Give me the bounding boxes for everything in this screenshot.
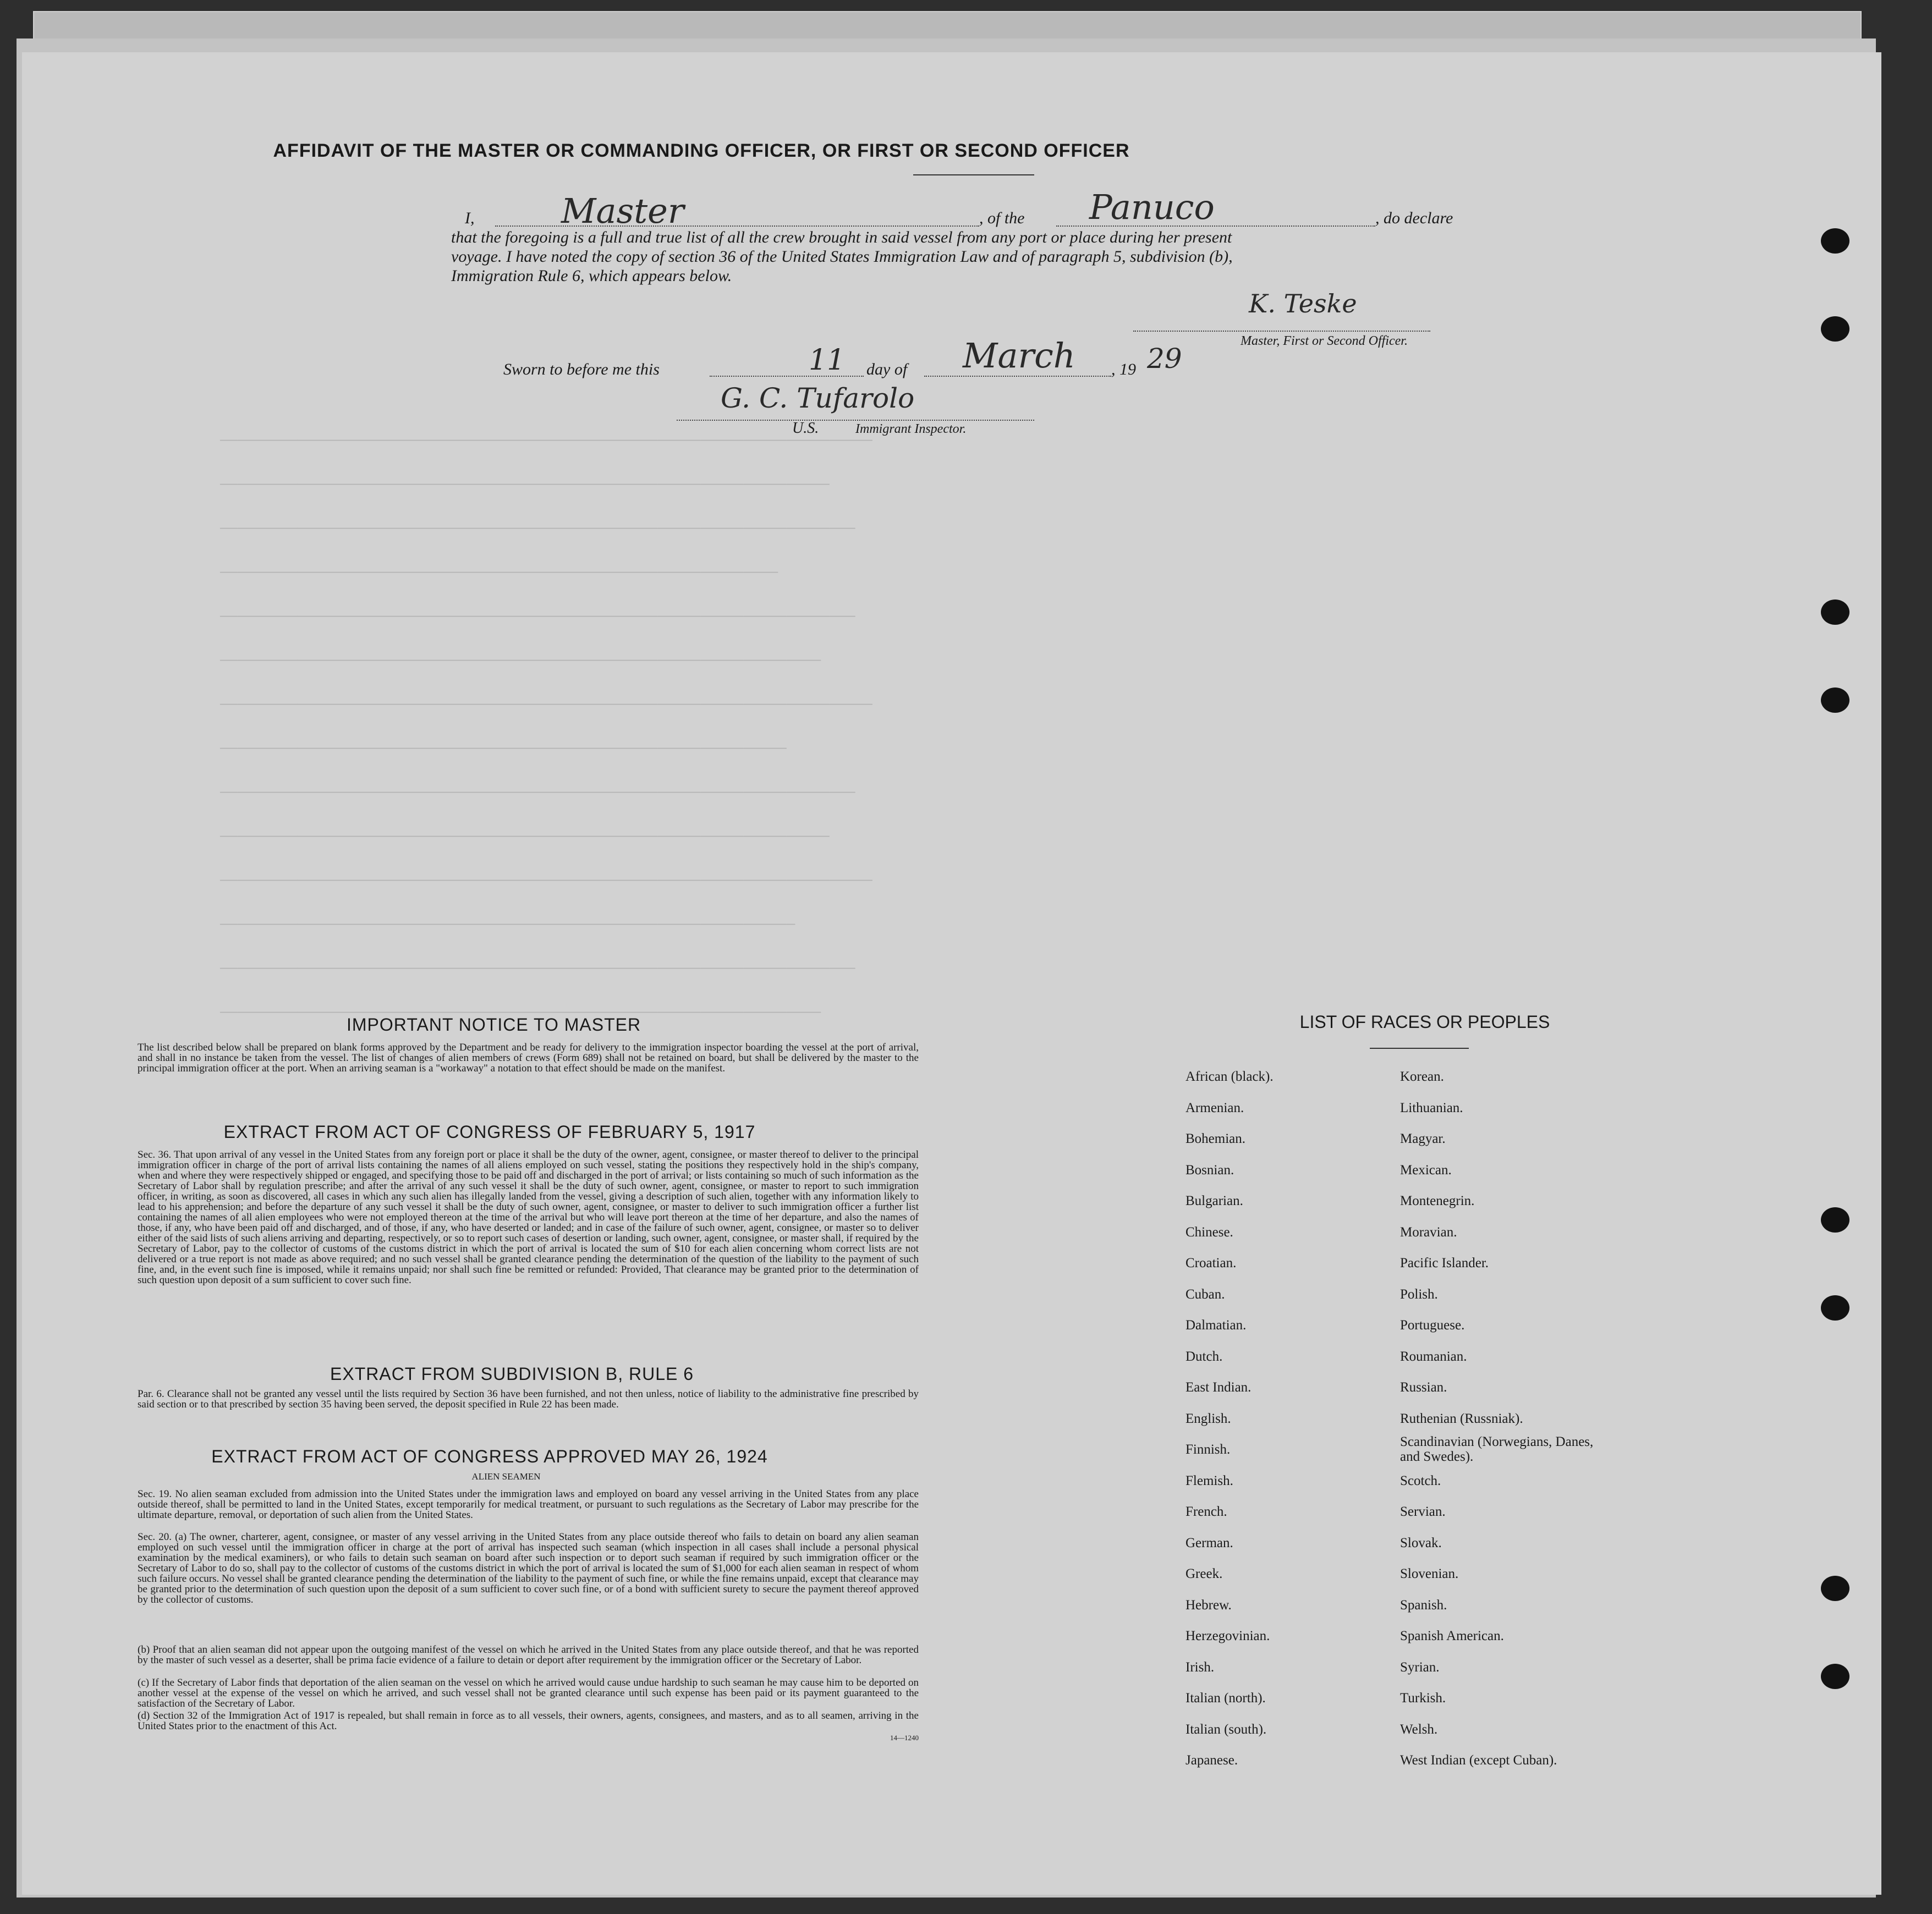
signature-line xyxy=(1133,331,1430,332)
punch-hole xyxy=(1821,688,1849,713)
race-item: Bohemian. xyxy=(1185,1131,1246,1146)
races-title: LIST OF RACES OR PEOPLES xyxy=(1299,1012,1550,1032)
handwritten-month: March xyxy=(963,336,1075,376)
race-item: Slovenian. xyxy=(1400,1566,1459,1581)
race-item: Bulgarian. xyxy=(1185,1194,1243,1208)
race-item: Syrian. xyxy=(1400,1659,1440,1675)
race-item: Herzegovinian. xyxy=(1185,1629,1270,1643)
race-item: Armenian. xyxy=(1185,1100,1244,1115)
punch-hole xyxy=(1821,1576,1849,1601)
race-item: Portuguese. xyxy=(1400,1318,1465,1333)
race-item: Moravian. xyxy=(1400,1224,1457,1240)
punch-hole xyxy=(1821,1207,1849,1233)
rule-6-title: EXTRACT FROM SUBDIVISION B, RULE 6 xyxy=(330,1364,694,1384)
race-item: Welsh. xyxy=(1400,1722,1438,1737)
form-number: 14—1240 xyxy=(890,1734,919,1742)
act-1924-title: EXTRACT FROM ACT OF CONGRESS APPROVED MAY 26, 1924 xyxy=(211,1447,768,1466)
affidavit-page: ———————————————————————————————————————————————————————————————————————————— ——————————————————————————————————————————————————————————————————————— —————————————————————————————————————————————————————————————————————————— ————————————————————————————————————————————————————————————————— —————————————————————————————————————————————————————————————————————————— —————————————————————————————————————————————————————————————————————— ———————————————————————————————————————————————————————————————————————————— —————————————————————————————————————————————————————————————————— —————————————————————————————————————————————————————————————————————————— ——————————————————————————————————————————————————————————————————————— ———————————————————————————————————————————————————————————————————————————— ——————————————————————————————————————————————————————————————————— —————————————————————————————————————————————————————————————————————————— —————————————————————————————————————————————————————————————————————— AFFIDAVIT OF THE MASTER OR COMMANDING OFFICER, OR FIRST OR SECOND OFFICER I, Master , of the Panuco , do declare that the foregoing is a full and true list of all the crew brought in said vessel from any port or place during her present voyage. I have noted the copy of section 36 of the United States Immigration Law and of paragraph 5, subdivision (b), Immigration Rule 6, which appears below. K. Teske Master, First or Second Officer. Sworn to before me this 11 day of March , 19 29 G. C. Tufarolo U.S. Immigrant Inspector. IMPORTANT NOTICE TO MASTER The list described below shall be prepared on blank forms approved by the Department and be ready for delivery to the immigration inspector boarding the vessel at the port of arrival, and shall in no instance be taken from the vessel. The list of changes of alien members of crews (Form 689) shall not be retained on board, but shall be delivered by the master to the principal immigration officer at the port. When an arriving seaman is a "workaway" a notation to that effect should be made on the manifest. EXTRACT FROM ACT OF CONGRESS OF FEBRUARY 5, 1917 Sec. 36. That upon arrival of any vessel in the United States from any foreign port or place it shall be the duty of the owner, agent, consignee, or master thereof to deliver to the principal immigration officer in charge of the port of arrival lists containing the names of all aliens employed on such vessel, stating the positions they respectively hold in the ship's company, when and where they were respectively shipped or engaged, and specifying those to be paid off and discharged in the port of arrival; or lists containing so much of such information as the Secretary of Labor shall by regulation prescribe; and after the arrival of any such vessel it shall be the duty of such owner, agent, consignee, or master to report to such immigration officer, in writing, as soon as discovered, all cases in which any such alien has illegally landed from the vessel, giving a description of such alien, together with any information likely to lead to his apprehension; and before the departure of any such vessel it shall be the duty of such owner, agent, consignee, or master to deliver to such immigration officer a further list containing the names of all alien employees who were not employed thereon at the time of the arrival but who will leave port thereon at the time of her departure, and also the names of those, if any, who have been paid off and discharged, and of those, if any, who have deserted or landed; and in case of the failure of such owner, agent, consignee, or master so to deliver either of the said lists of such aliens arriving and departing, respectively, or so to report such cases of desertion or landing, such owner, agent, consignee, or master shall, if required by the Secretary of Labor, pay to the collector of customs of the customs district in which the port of arrival is located the sum of $10 for each alien concerning whom correct lists are not delivered or a true report is not made as above required; and no such vessel shall be granted clearance pending the determination of the question of the liability to the payment of such fine, and, in the event such fine is imposed, while it remains unpaid; nor shall such fine be remitted or refunded: Provided, That clearance may be granted prior to the determination of such question upon deposit of a sum sufficient to cover such fine. EXTRACT FROM SUBDIVISION B, RULE 6 Par. 6. Clearance shall not be granted any vessel until the lists required by Section 36 have been furnished, and not then unless, notice of liability to the administrative fine prescribed by said section or to that prescribed by section 35 having been served, the deposit specified in Rule 22 has been made. EXTRACT FROM ACT OF CONGRESS APPROVED MAY 26, 1924 ALIEN SEAMEN Sec. 19. No alien seaman excluded from admission into the United States under the immigration laws and employed on board any vessel arriving in the United States from any place outside thereof, shall be permitted to land in the United States, except temporarily for medical treatment, or pursuant to such regulations as the Secretary of Labor may prescribe for the ultimate departure, removal, or deportation of such alien from the United States. Sec. 20. (a) The owner, charterer, agent, consignee, or master of any vessel arriving in the United States from any place outside thereof who fails to detain on board any alien seaman employed on such vessel until the immigration officer in charge at the port of arrival has inspected such seaman (which inspection in all cases shall include a personal physical examination by the medical examiners), or who fails to detain such seaman on board after such inspection or to deport such seaman if required by such immigration officer or the Secretary of Labor to do so, shall pay to the collector of customs of the customs district in which the port of arrival is located the sum of $1,000 for each alien seaman in respect of whom such failure occurs. No vessel shall be granted clearance pending the determination of the liability to the payment of such fine, or while the fine remains unpaid, except that clearance may be granted prior to the determination of such question upon the deposit of a sum sufficient to cover such fine, or of a bond with sufficient surety to secure the payment thereof approved by the collector of customs. (b) Proof that an alien seaman did not appear upon the outgoing manifest of the vessel on which he arrived in the United States from any place outside thereof, and that he was reported by the master of such vessel as a deserter, shall be prima facie evidence of a failure to detain or deport after requirement by the immigration officer or the Secretary of Labor. (c) If the Secretary of Labor finds that deportation of the alien seaman on the vessel on which he arrived would cause undue hardship to such seaman he may cause him to be deported on another vessel at the expense of the vessel on which he arrived, and such vessel shall not be granted clearance until such expense has been paid or its payment guaranteed to the satisfaction of the Secretary of Labor. (d) Section 32 of the Immigration Act of 1917 is repealed, but shall remain in force as to all vessels, their owners, agents, consignees, and masters, and as to all seamen, arriving in the United States prior to the enactment of this Act. 14—1240 LIST OF RACES OR PEOPLES African (black). Armenian. Bohemian. Bosnian. Bulgarian. Chinese. Croatian. Cuban. Dalmatian. Dutch. East Indian. English. Finnish. Flemish. French. German. Greek. Hebrew. Herzegovinian. Irish. Italian (north). Italian (south). Japanese. Korean. Lithuanian. Magyar. Mexican. Montenegrin. Moravian. Pacific Islander. Polish. Portuguese. Roumanian. Russian. Ruthenian (Russniak). Scandinavian (Norwegians, Danes, and Swedes). Scotch. Servian. Slovak. Slovenian. Spanish. Spanish American. Syrian. Turkish. Welsh. West Indian (except Cuban). xyxy=(22,52,1881,1895)
race-item: Cuban. xyxy=(1185,1286,1225,1302)
race-item: Korean. xyxy=(1400,1069,1444,1084)
race-item: Slovak. xyxy=(1400,1535,1442,1550)
race-item: Japanese. xyxy=(1185,1753,1238,1768)
inspector-line xyxy=(677,420,1034,421)
affidavit-body-line-1: that the foregoing is a full and true list of all the crew brought in said vessel from any port or place during her present xyxy=(451,228,1232,246)
signature-caption: Master, First or Second Officer. xyxy=(1241,334,1408,348)
race-item: Lithuanian. xyxy=(1400,1100,1463,1115)
year-prefix: , 19 xyxy=(1111,360,1136,378)
race-item: Italian (south). xyxy=(1185,1722,1267,1737)
act-1924-subtitle: ALIEN SEAMEN xyxy=(471,1471,541,1482)
punch-hole xyxy=(1821,316,1849,342)
race-item: Turkish. xyxy=(1400,1691,1446,1706)
act-1924-sec-20b: (b) Proof that an alien seaman did not appear upon the outgoing manifest of the vessel on which he arrived in the United States from any place outside thereof, and that he was reported by the master of such vessel as a deserter, shall be prima facie evidence of a failure to detain or deport after requirement by the immigration officer or the Secretary of Labor. xyxy=(138,1644,919,1666)
act-1917-text: Sec. 36. That upon arrival of any vessel in the United States from any foreign port or place it shall be the duty of the owner, agent, consignee, or master thereof to deliver to the principal immigration officer in charge of the port of arrival lists containing the names of all aliens employed on such vessel, stating the positions they respectively hold in the ship's company, when and where they were respectively shipped or engaged, and specifying those to be paid off and discharged in the port of arrival; or lists containing so much of such information as the Secretary of Labor shall by regulation prescribe; and after the arrival of any such vessel it shall be the duty of such owner, agent, consignee, or master to report to such immigration officer, in writing, as soon as discovered, all cases in which any such alien has illegally landed from the vessel, giving a description of such alien, together with any information likely to lead to his apprehension; and before the departure of any such vessel it shall be the duty of such owner, agent, consignee, or master to deliver to such immigration officer a further list containing the names of all alien employees who were not employed thereon at the time of the arrival but who will leave port thereon at the time of her departure, and also the names of those, if any, who have been paid off and discharged, and of those, if any, who have deserted or landed; and in case of the failure of such owner, agent, consignee, or master so to deliver either of the said lists of such aliens arriving and departing, respectively, or so to report such cases of desertion or landing, such owner, agent, consignee, or master shall, if required by the Secretary of Labor, pay to the collector of customs of the customs district in which the port of arrival is located the sum of $10 for each alien concerning whom correct lists are not delivered or a true report is not made as above required; and no such vessel shall be granted clearance pending the determination of the question of the liability to the payment of such fine, and, in the event such fine is imposed, while it remains unpaid; nor shall such fine be remitted or refunded: Provided, That clearance may be granted prior to the determination of such question upon deposit of a sum sufficient to cover such fine. xyxy=(138,1149,919,1286)
race-item: English. xyxy=(1185,1411,1231,1426)
race-item: Dalmatian. xyxy=(1185,1318,1247,1333)
i-prefix: I, xyxy=(465,209,475,227)
race-item: Roumanian. xyxy=(1400,1349,1467,1364)
month-blank xyxy=(924,376,1111,377)
races-title-underline xyxy=(1370,1048,1469,1049)
race-item: German. xyxy=(1185,1535,1233,1550)
sworn-prefix: Sworn to before me this xyxy=(503,360,660,378)
of-the-label: , of the xyxy=(979,209,1025,227)
master-signature: K. Teske xyxy=(1249,289,1357,318)
race-item: Bosnian. xyxy=(1185,1162,1234,1178)
race-item: African (black). xyxy=(1185,1069,1274,1084)
affidavit-body-line-2: voyage. I have noted the copy of section 36 of the United States Immigration Law and of paragraph 5, subdivision (b), xyxy=(451,248,1233,266)
act-1924-sec-20d: (d) Section 32 of the Immigration Act of 1917 is repealed, but shall remain in force as to all vessels, their owners, agents, consignees, and masters, and as to all seamen, arriving in the United States prior to the enactment of this Act. xyxy=(138,1710,919,1732)
act-1924-sec-19: Sec. 19. No alien seaman excluded from admission into the United States under the immigration laws and employed on board any vessel arriving in the United States from any place outside thereof, shall be permitted to land in the United States, except temporarily for medical treatment, or pursuant to such regulations as the Secretary of Labor may prescribe for the ultimate departure, removal, or deportation of such alien from the United States. xyxy=(138,1488,919,1521)
handwritten-day: 11 xyxy=(809,344,846,377)
rule-6-text: Par. 6. Clearance shall not be granted any vessel until the lists required by Section 36 have been furnished, and not then unless, notice of liability to the administrative fine prescribed by said section or to that prescribed by section 35 having been served, the deposit specified in Rule 22 has been made. xyxy=(138,1388,919,1410)
race-item: Spanish. xyxy=(1400,1597,1447,1613)
punch-hole xyxy=(1821,228,1849,254)
race-item: Hebrew. xyxy=(1185,1597,1232,1613)
handwritten-rank: Master xyxy=(561,191,684,231)
race-item: West Indian (except Cuban). xyxy=(1400,1753,1557,1768)
race-item: East Indian. xyxy=(1185,1380,1252,1395)
race-item: Polish. xyxy=(1400,1286,1438,1302)
race-item: Montenegrin. xyxy=(1400,1194,1475,1208)
races-left-column xyxy=(1185,1062,1274,1777)
race-item: Pacific Islander. xyxy=(1400,1256,1489,1270)
race-item: Italian (north). xyxy=(1185,1691,1266,1706)
act-1924-sec-20a: Sec. 20. (a) The owner, charterer, agent, consignee, or master of any vessel arriving in the United States from any place outside thereof who fails to detain on board any alien seaman employed on such vessel until the immigration officer in charge at the port of arrival has inspected such seaman (which inspection in all cases shall include a personal physical examination by the medical examiners), or who fails to detain such seaman on board after such inspection or to deport such seaman if required by such immigration officer or the Secretary of Labor to do so, shall pay to the collector of customs of the customs district in which the port of arrival is located the sum of $1,000 for each alien seaman in respect of whom such failure occurs. No vessel shall be granted clearance pending the determination of the liability to the payment of such fine, or while the fine remains unpaid, except that clearance may be granted prior to the determination of such question upon the deposit of a sum sufficient to cover such fine, or of a bond with sufficient surety to secure the payment thereof approved by the collector of customs. xyxy=(138,1531,919,1605)
notice-text: The list described below shall be prepared on blank forms approved by the Department and be ready for delivery to the immigration inspector boarding the vessel at the port of arrival, and shall in no instance be taken from the vessel. The list of changes of alien members of crews (Form 689) shall not be retained on board, but shall be delivered by the master to the principal immigration officer at the port. When an arriving seaman is a "workaway" a notation to that effect should be made on the manifest. xyxy=(138,1042,919,1074)
race-item: Servian. xyxy=(1400,1504,1446,1519)
race-item: Scandinavian (Norwegians, Danes, and Swedes). xyxy=(1400,1434,1594,1464)
races-right-column xyxy=(1400,1062,1598,1777)
inspector-caption: Immigrant Inspector. xyxy=(855,422,967,436)
punch-hole xyxy=(1821,1664,1849,1689)
punch-hole xyxy=(1821,1295,1849,1321)
act-1917-title: EXTRACT FROM ACT OF CONGRESS OF FEBRUARY 5, 1917 xyxy=(223,1122,756,1142)
inspector-signature: G. C. Tufarolo xyxy=(721,382,915,414)
race-item: French. xyxy=(1185,1504,1227,1519)
race-item: Croatian. xyxy=(1185,1256,1237,1270)
day-of-label: day of xyxy=(866,360,908,378)
race-item: Dutch. xyxy=(1185,1349,1223,1364)
do-declare-label: , do declare xyxy=(1375,209,1453,227)
handwritten-vessel: Panuco xyxy=(1089,187,1215,227)
punch-hole xyxy=(1821,600,1849,625)
race-item: Spanish American. xyxy=(1400,1629,1504,1643)
inspector-us: U.S. xyxy=(792,420,819,437)
title-underline xyxy=(913,174,1034,175)
race-item: Magyar. xyxy=(1400,1131,1446,1146)
race-item: Ruthenian (Russniak). xyxy=(1400,1411,1523,1426)
act-1924-sec-20c: (c) If the Secretary of Labor finds that deportation of the alien seaman on the vessel on which he arrived would cause undue hardship to such seaman he may cause him to be deported on another vessel at the expense of the vessel on which he arrived, and such vessel shall not be granted clearance until such expense has been paid or its payment guaranteed to the satisfaction of the Secretary of Labor. xyxy=(138,1677,919,1709)
race-item: Mexican. xyxy=(1400,1162,1452,1178)
handwritten-year: 29 xyxy=(1147,343,1182,375)
affidavit-body-line-3: Immigration Rule 6, which appears below. xyxy=(451,267,732,285)
affidavit-title: AFFIDAVIT OF THE MASTER OR COMMANDING OFFICER, OR FIRST OR SECOND OFFICER xyxy=(273,140,1130,161)
race-item: Chinese. xyxy=(1185,1224,1233,1240)
race-item: Finnish. xyxy=(1185,1442,1231,1457)
race-item: Flemish. xyxy=(1185,1473,1233,1488)
race-item: Russian. xyxy=(1400,1380,1447,1395)
race-item: Greek. xyxy=(1185,1566,1223,1581)
race-item: Scotch. xyxy=(1400,1473,1441,1488)
notice-title: IMPORTANT NOTICE TO MASTER xyxy=(347,1015,641,1035)
race-item: Irish. xyxy=(1185,1659,1215,1675)
